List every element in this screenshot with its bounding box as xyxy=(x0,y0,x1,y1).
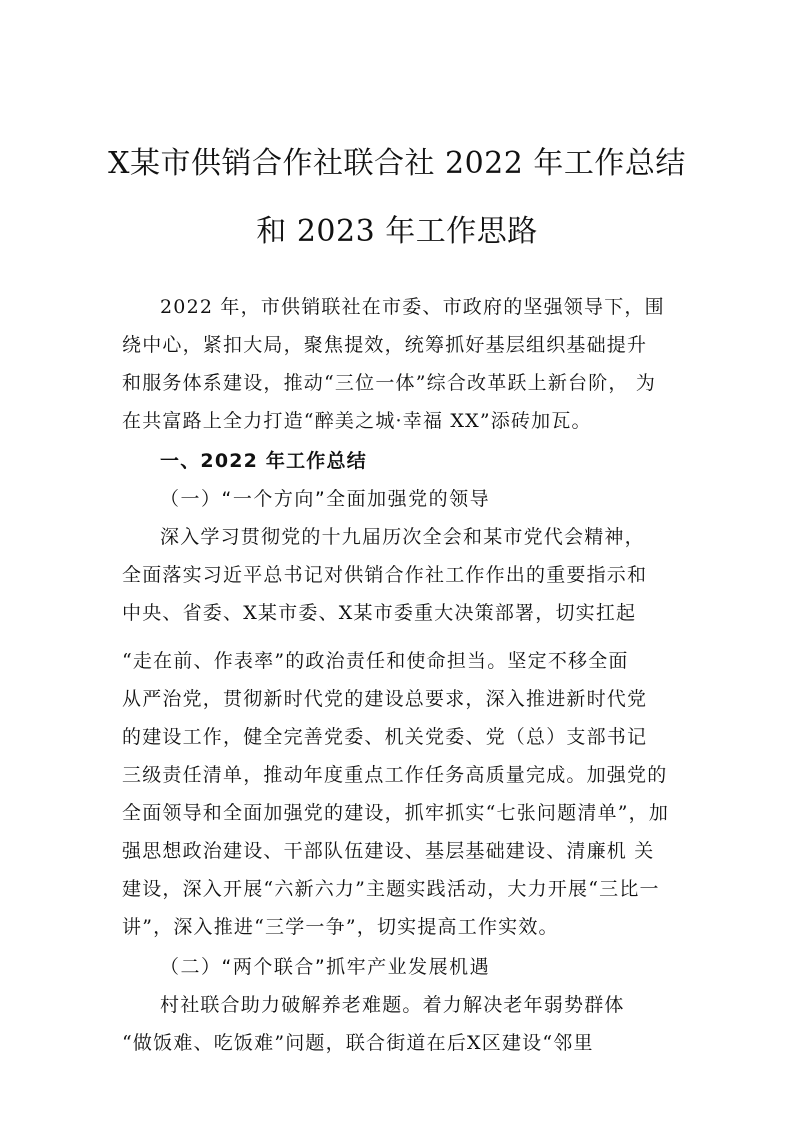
body-line: 强思想政治建设、干部队伍建设、基层基础建设、清廉机 关 xyxy=(122,840,655,862)
intro-line: 在共富路上全力打造“醉美之城·幸福 XX”添砖加瓦。 xyxy=(122,410,592,432)
body-line: 全面落实习近平总书记对供销合作社工作作出的重要指示和 xyxy=(122,564,648,586)
section-heading: 一、2022 年工作总结 xyxy=(160,450,367,472)
intro-line: 和服务体系建设，推动“三位一体”综合改革跃上新台阶， 为 xyxy=(122,372,657,394)
document-title-line-1: X某市供销合作社联合社 2022 年工作总结 xyxy=(108,146,686,181)
body-line: 的建设工作，健全完善党委、机关党委、党（总）支部书记 xyxy=(122,726,648,748)
intro-line: 绕中心，紧扣大局，聚焦提效，统筹抓好基层组织基础提升 xyxy=(122,334,648,356)
intro-line: 2022 年，市供销联社在市委、市政府的坚强领导下，围 xyxy=(160,296,665,318)
body-line: “做饭难、吃饭难”问题，联合街道在后X区建设“邻里 xyxy=(122,1032,594,1054)
body-line: 村社联合助力破解养老难题。着力解决老年弱势群体 xyxy=(160,994,625,1016)
body-line: 深入学习贯彻党的十九届历次全会和某市党代会精神， xyxy=(160,526,645,548)
subsection-heading: （一）“一个方向”全面加强党的领导 xyxy=(160,488,491,510)
body-line: 全面领导和全面加强党的建设，抓牢抓实“七张问题清单”，加 xyxy=(122,802,670,824)
body-line: 从严治党，贯彻新时代党的建设总要求，深入推进新时代党 xyxy=(122,688,648,710)
body-line: 讲”，深入推进“三学一争”，切实提高工作实效。 xyxy=(122,916,559,938)
body-line: 建设，深入开展“六新六力”主题实践活动，大力开展“三比一 xyxy=(122,878,660,900)
subsection-heading: （二）“两个联合”抓牢产业发展机遇 xyxy=(160,956,491,978)
body-line: 中央、省委、X某市委、X某市委重大决策部署，切实扛起 xyxy=(122,602,637,624)
body-line: 三级责任清单，推动年度重点工作任务高质量完成。加强党的 xyxy=(122,764,668,786)
document-title-line-2: 和 2023 年工作思路 xyxy=(256,214,538,249)
body-line: “走在前、作表率”的政治责任和使命担当。坚定不移全面 xyxy=(122,650,629,672)
